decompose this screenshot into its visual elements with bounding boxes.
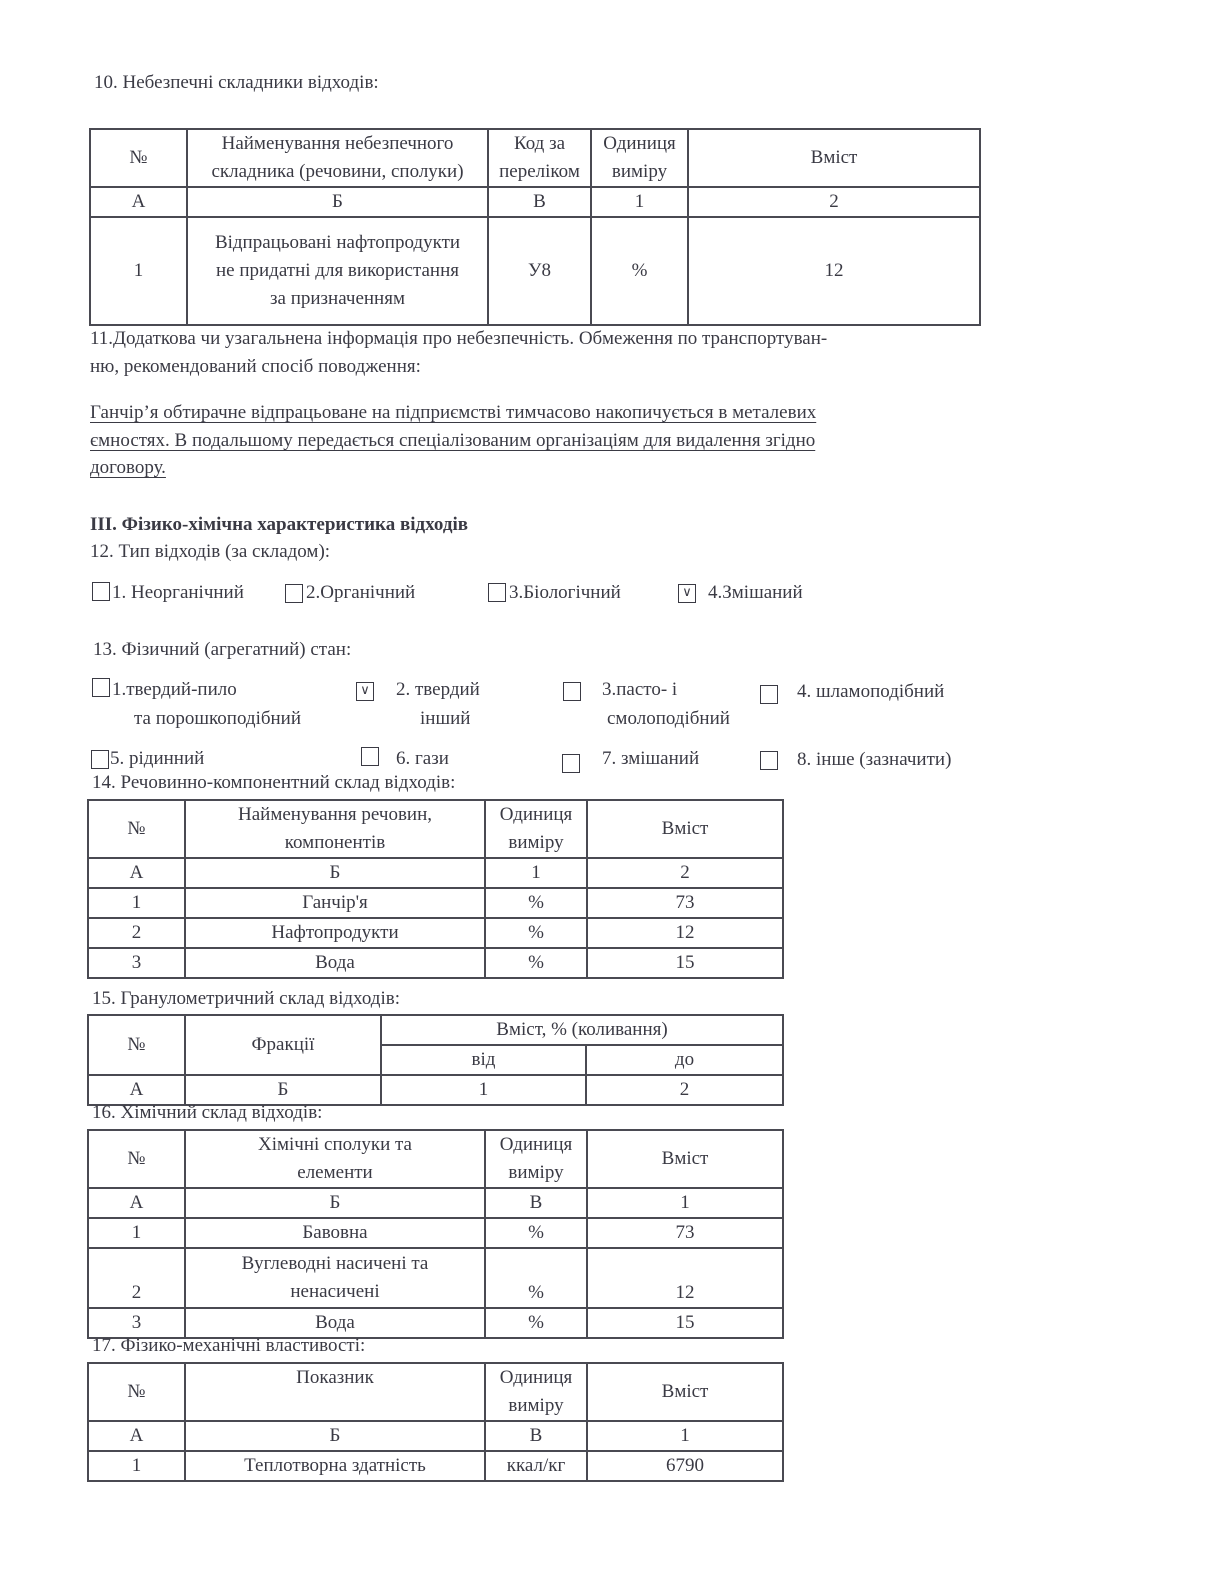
- index-row: [88, 1188, 783, 1218]
- header-no: №: [88, 1015, 185, 1075]
- index-cell: 2: [688, 187, 980, 217]
- index-cell: А: [88, 1188, 185, 1218]
- granulometric-table: [87, 1014, 784, 1106]
- label-gases: 6. гази: [396, 748, 449, 769]
- header-value: Вміст: [587, 1130, 783, 1188]
- cell-name: Вода: [185, 1308, 485, 1338]
- section-17-title: 17. Фізико-механічні властивості:: [92, 1335, 366, 1356]
- header-code: Код за переліком: [488, 129, 591, 187]
- cell-unit: %: [485, 1218, 587, 1248]
- handling-text-line-2: ємностях. В подальшому передається спеціалізованим організаціям для видалення згідно: [90, 430, 816, 451]
- table-row: [88, 1451, 783, 1481]
- cell-no: 2: [88, 1248, 185, 1308]
- index-cell: 1: [587, 1188, 783, 1218]
- cell-name: Вуглеводні насичені та ненасичені: [185, 1248, 485, 1308]
- cell-value: 15: [587, 1308, 783, 1338]
- section-13-title: 13. Фізичний (агрегатний) стан:: [93, 639, 352, 660]
- checkbox-mixed-state[interactable]: [562, 754, 580, 773]
- index-cell: Б: [185, 1075, 381, 1105]
- index-row: [88, 858, 783, 888]
- index-cell: 1: [485, 858, 587, 888]
- index-cell: А: [88, 858, 185, 888]
- header-no: №: [90, 129, 187, 187]
- handling-text-line-3: договору.: [90, 457, 166, 478]
- header-to: до: [586, 1045, 783, 1075]
- index-cell: А: [88, 1421, 185, 1451]
- checkbox-paste[interactable]: [563, 682, 581, 701]
- header-name: Найменування небезпечного складника (речовини, сполуки): [187, 129, 488, 187]
- header-fraction: Фракції: [185, 1015, 381, 1075]
- label-mixed-state: 7. змішаний: [602, 748, 700, 769]
- cell-no: 1: [88, 1451, 185, 1481]
- section-14-title: 14. Речовинно-компонентний склад відходів:: [92, 772, 456, 793]
- checkbox-liquid[interactable]: [91, 750, 109, 769]
- checkbox-inorganic[interactable]: [92, 582, 110, 601]
- index-cell: 1: [381, 1075, 586, 1105]
- cell-name: Відпрацьовані нафтопродукти не придатні для використання за призначенням: [187, 217, 488, 325]
- index-row: [88, 1075, 783, 1105]
- header-name: Хімічні сполуки та елементи: [185, 1130, 485, 1188]
- header-name: Показник: [185, 1363, 485, 1421]
- cell-name: Вода: [185, 948, 485, 978]
- label-inorganic: 1. Неорганічний: [112, 582, 244, 603]
- index-cell: А: [90, 187, 187, 217]
- index-cell: 2: [586, 1075, 783, 1105]
- handling-text-line-1: Ганчір’я обтирачне відпрацьоване на підприємстві тимчасово накопичується в металевих: [90, 402, 817, 423]
- checkbox-organic[interactable]: [285, 584, 303, 603]
- cell-unit: %: [485, 1308, 587, 1338]
- header-no: №: [88, 1363, 185, 1421]
- cell-no: 2: [88, 918, 185, 948]
- label-biological: 3.Біологічний: [509, 582, 621, 603]
- section-11-title: 11.Додаткова чи узагальнена інформація про небезпечність. Обмеження по транспортуван-: [90, 328, 828, 349]
- cell-value: 12: [688, 217, 980, 325]
- checkbox-solid-other[interactable]: ∨: [356, 682, 374, 701]
- table-row: [88, 918, 783, 948]
- cell-name: Ганчір'я: [185, 888, 485, 918]
- label-solid-dust: 1.твердий-пило: [112, 679, 237, 700]
- label-liquid: 5. рідинний: [110, 748, 205, 769]
- cell-unit: %: [591, 217, 688, 325]
- cell-value: 12: [587, 1248, 783, 1308]
- index-cell: Б: [185, 858, 485, 888]
- cell-no: 1: [88, 888, 185, 918]
- checkbox-other[interactable]: [760, 751, 778, 770]
- header-name: Найменування речовин, компонентів: [185, 800, 485, 858]
- label-solid-other-cont: інший: [420, 708, 471, 729]
- cell-value: 12: [587, 918, 783, 948]
- index-cell: 1: [587, 1421, 783, 1451]
- index-cell: Б: [187, 187, 488, 217]
- chemical-composition-table: [87, 1129, 784, 1339]
- section-11-title-cont: ню, рекомендований спосіб поводження:: [90, 356, 421, 377]
- header-content: Вміст, % (коливання): [381, 1015, 783, 1045]
- checkbox-gases[interactable]: [361, 747, 379, 766]
- cell-value: 6790: [587, 1451, 783, 1481]
- cell-unit: ккал/кг: [485, 1451, 587, 1481]
- index-row: [90, 187, 980, 217]
- checkbox-biological[interactable]: [488, 583, 506, 602]
- index-cell: Б: [185, 1421, 485, 1451]
- cell-unit: %: [485, 888, 587, 918]
- label-solid-other: 2. твердий: [396, 679, 480, 700]
- label-mixed: 4.Змішаний: [708, 582, 803, 603]
- table-row: [90, 217, 980, 325]
- checkbox-sludge[interactable]: [760, 685, 778, 704]
- header-no: №: [88, 1130, 185, 1188]
- cell-unit: %: [485, 1248, 587, 1308]
- section-3-heading: ІІІ. Фізико-хімічна характеристика відходів: [90, 514, 468, 535]
- index-row: [88, 1421, 783, 1451]
- table-row: [88, 888, 783, 918]
- table-row: [88, 948, 783, 978]
- cell-name: Нафтопродукти: [185, 918, 485, 948]
- header-unit: Одиниця виміру: [485, 1363, 587, 1421]
- header-value: Вміст: [688, 129, 980, 187]
- header-unit: Одиниця виміру: [485, 1130, 587, 1188]
- header-unit: Одиниця виміру: [485, 800, 587, 858]
- index-cell: Б: [185, 1188, 485, 1218]
- index-cell: В: [485, 1421, 587, 1451]
- header-from: від: [381, 1045, 586, 1075]
- physical-mechanical-table: [87, 1362, 784, 1482]
- cell-no: 3: [88, 1308, 185, 1338]
- header-value: Вміст: [587, 1363, 783, 1421]
- index-cell: 1: [591, 187, 688, 217]
- cell-value: 73: [587, 1218, 783, 1248]
- table-row: [88, 1308, 783, 1338]
- index-cell: А: [88, 1075, 185, 1105]
- table-row: [88, 1218, 783, 1248]
- section-12-title: 12. Тип відходів (за складом):: [90, 541, 331, 562]
- label-organic: 2.Органічний: [306, 582, 416, 603]
- label-solid-dust-cont: та порошкоподібний: [134, 708, 302, 729]
- label-other: 8. інше (зазначити): [797, 749, 952, 770]
- cell-name: Бавовна: [185, 1218, 485, 1248]
- header-unit: Одиниця виміру: [591, 129, 688, 187]
- hazardous-components-table: [89, 128, 981, 326]
- label-paste: 3.пасто- і: [602, 679, 678, 700]
- section-15-title: 15. Гранулометричний склад відходів:: [92, 988, 400, 1009]
- cell-value: 73: [587, 888, 783, 918]
- section-10-title: 10. Небезпечні складники відходів:: [94, 72, 379, 93]
- cell-name: Теплотворна здатність: [185, 1451, 485, 1481]
- checkbox-mixed[interactable]: ∨: [678, 584, 696, 603]
- checkbox-solid-dust[interactable]: [92, 678, 110, 697]
- cell-unit: %: [485, 918, 587, 948]
- cell-unit: %: [485, 948, 587, 978]
- component-composition-table: [87, 799, 784, 979]
- header-value: Вміст: [587, 800, 783, 858]
- index-cell: В: [488, 187, 591, 217]
- cell-no: 1: [90, 217, 187, 325]
- section-16-title: 16. Хімічний склад відходів:: [92, 1102, 323, 1123]
- index-cell: 2: [587, 858, 783, 888]
- label-sludge: 4. шламоподібний: [797, 681, 945, 702]
- cell-no: 1: [88, 1218, 185, 1248]
- cell-code: У8: [488, 217, 591, 325]
- table-row: [88, 1248, 783, 1308]
- cell-value: 15: [587, 948, 783, 978]
- index-cell: В: [485, 1188, 587, 1218]
- label-paste-cont: смолоподібний: [607, 708, 730, 729]
- cell-no: 3: [88, 948, 185, 978]
- header-no: №: [88, 800, 185, 858]
